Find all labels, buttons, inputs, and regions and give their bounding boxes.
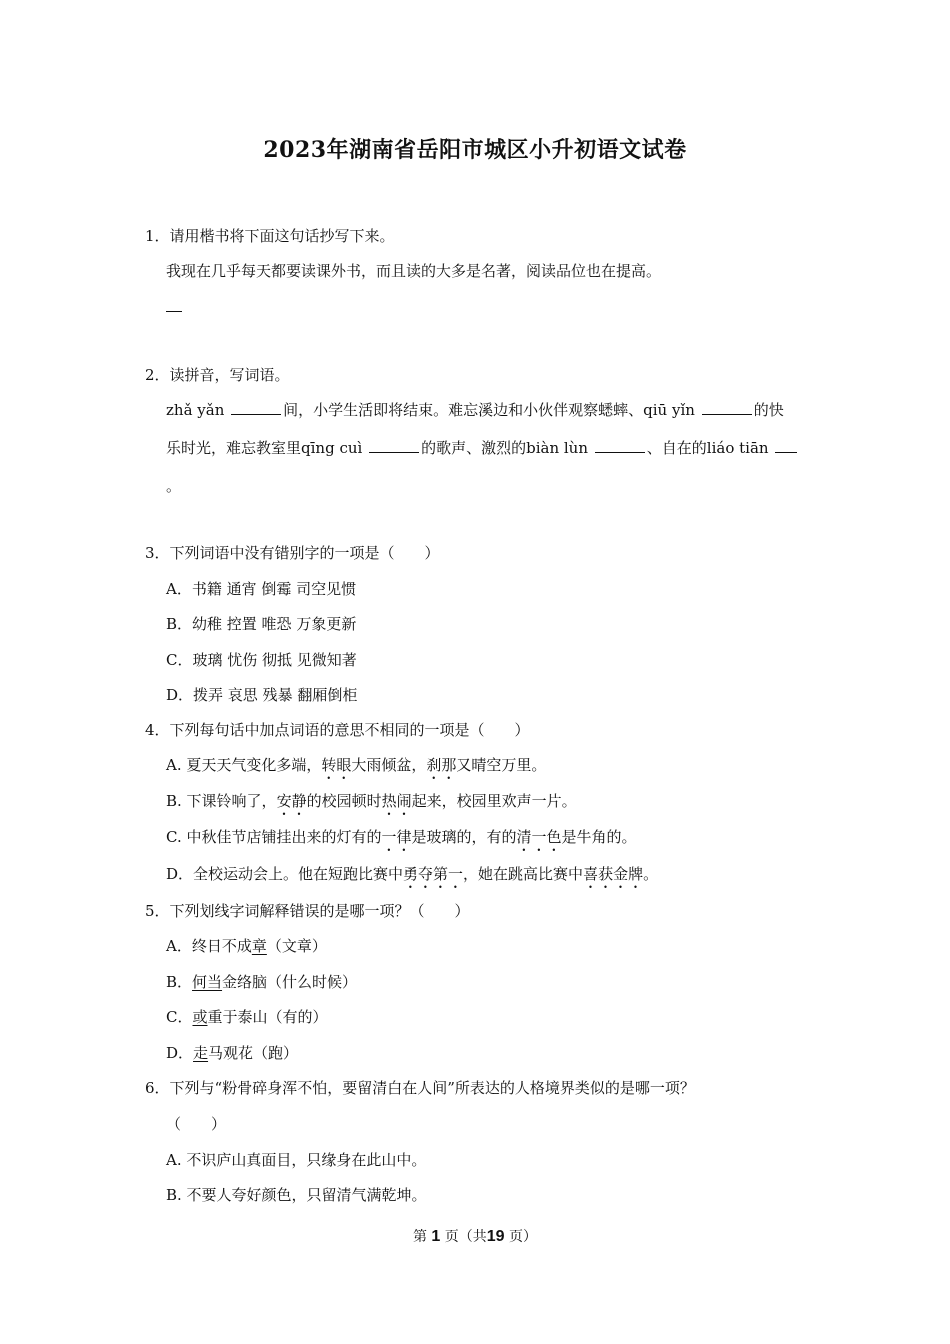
option-a[interactable]: A. 不识庐山真面目，只缘身在此山中。 xyxy=(166,1151,427,1169)
dotted-word: 一律 xyxy=(381,828,412,846)
passage-text: 间，小学生活即将结束。难忘溪边和小伙伴观察蟋蟀、 xyxy=(283,401,644,419)
answer-line xyxy=(166,311,182,312)
option-c[interactable] xyxy=(166,1007,328,1027)
dotted-word: 安静 xyxy=(276,792,307,810)
underlined-word: 章 xyxy=(251,937,267,955)
question-prompt: 下列划线字词解释错误的是哪一项？（ ） xyxy=(169,902,470,920)
option-text: 大雨倾盆， xyxy=(351,756,427,774)
question-3 xyxy=(145,543,440,563)
option-a[interactable] xyxy=(166,755,546,783)
option-text: 是牛角的。 xyxy=(561,828,637,846)
answer-blank[interactable] xyxy=(369,438,419,453)
question-number: 5． xyxy=(145,902,170,920)
page-title: 2023年湖南省岳阳市城区小升初语文试卷 xyxy=(263,137,687,163)
option-text: 是玻璃的，有的 xyxy=(411,828,517,846)
option-b[interactable] xyxy=(166,972,357,992)
option-text: B. 下课铃响了， xyxy=(166,792,277,810)
answer-paren: （ ） xyxy=(166,1115,227,1133)
question-6 xyxy=(145,1078,695,1098)
question-1 xyxy=(145,226,395,246)
question-prompt: 下列词语中没有错别字的一项是（ ） xyxy=(169,544,440,562)
question-number: 1． xyxy=(145,227,170,245)
question-prompt: 下列每句话中加点词语的意思不相同的一项是（ ） xyxy=(169,721,530,739)
underlined-word: 或 xyxy=(192,1008,208,1026)
option-text: 重于泰山（有的） xyxy=(207,1008,328,1026)
option-text: C． xyxy=(166,1008,193,1026)
option-text: A．终日不成 xyxy=(166,937,252,955)
total-pages: 19 xyxy=(486,1228,505,1245)
option-text: 。 xyxy=(643,865,659,883)
question-number: 6． xyxy=(145,1079,170,1097)
dotted-word: 转眼 xyxy=(321,756,352,774)
question-prompt: 下列与“粉骨碎身浑不怕，要留清白在人间”所表达的人格境界类似的是哪一项？ xyxy=(169,1079,695,1097)
pinyin: biàn lùn xyxy=(526,439,588,457)
option-text: A. 夏天天气变化多端， xyxy=(166,756,322,774)
answer-blank[interactable] xyxy=(231,400,281,415)
option-b[interactable] xyxy=(166,791,577,819)
question-4 xyxy=(145,720,530,740)
option-text: B． xyxy=(166,973,193,991)
footer-text: 第 xyxy=(412,1229,427,1245)
passage-text: 的快 xyxy=(753,401,784,419)
dotted-word: 刹那 xyxy=(426,756,457,774)
answer-blank[interactable] xyxy=(775,438,797,453)
copy-sentence: 我现在几乎每天都要读课外书，而且读的大多是名著，阅读品位也在提高。 xyxy=(166,262,662,280)
dotted-word: 清一色 xyxy=(516,828,562,846)
dotted-word: 热闹 xyxy=(381,792,412,810)
option-b[interactable]: B．幼稚 控置 唯恐 万象更新 xyxy=(166,615,357,633)
option-text: 金络脑（什么时候） xyxy=(222,973,358,991)
option-text: （文章） xyxy=(266,937,327,955)
passage-text: 乐时光，难忘教室里 xyxy=(166,439,302,457)
option-text: 又晴空万里。 xyxy=(456,756,547,774)
question-2 xyxy=(145,365,290,385)
option-c[interactable]: C．玻璃 忧伤 彻抵 见微知著 xyxy=(166,651,357,669)
option-text: 的校园顿时 xyxy=(306,792,382,810)
question-number: 3． xyxy=(145,544,170,562)
pinyin: zhǎ yǎn xyxy=(166,401,225,419)
question-number: 4． xyxy=(145,721,170,739)
dotted-word: 喜获金牌 xyxy=(583,865,644,883)
pinyin-line-2 xyxy=(166,438,799,458)
answer-blank[interactable] xyxy=(595,438,645,453)
option-text: ，她在跳高比赛中 xyxy=(463,865,584,883)
option-text: 马观花（跑） xyxy=(208,1044,299,1062)
page-footer xyxy=(0,1226,950,1246)
pinyin: liáo tiān xyxy=(706,439,769,457)
pinyin-line-1 xyxy=(166,400,784,420)
option-d[interactable] xyxy=(166,1043,298,1063)
question-prompt: 读拼音，写词语。 xyxy=(169,366,290,384)
option-text: D．全校运动会上。他在短跑比赛中 xyxy=(166,865,404,883)
underlined-word: 走 xyxy=(193,1044,209,1062)
footer-text: 页） xyxy=(509,1229,538,1245)
option-c[interactable] xyxy=(166,827,637,855)
option-d[interactable]: D．拨弄 哀思 残暴 翻厢倒柜 xyxy=(166,686,358,704)
dotted-word: 勇夺第一 xyxy=(403,865,464,883)
page-number: 1 xyxy=(431,1228,441,1245)
option-d[interactable] xyxy=(166,864,658,892)
option-b[interactable]: B. 不要人夸好颜色，只留清气满乾坤。 xyxy=(166,1186,427,1204)
underlined-word: 何当 xyxy=(192,973,223,991)
pinyin: qiū yǐn xyxy=(643,401,695,419)
pinyin: qīng cuì xyxy=(301,439,363,457)
passage-end: 。 xyxy=(166,477,182,495)
question-5 xyxy=(145,901,470,921)
option-text: C. 中秋佳节店铺挂出来的灯有的 xyxy=(166,828,382,846)
passage-text: 的歌声、激烈的 xyxy=(421,439,527,457)
answer-blank[interactable] xyxy=(702,400,752,415)
option-a[interactable]: A．书籍 通宵 倒霉 司空见惯 xyxy=(166,580,357,598)
passage-text: 、自在的 xyxy=(646,439,707,457)
question-prompt: 请用楷书将下面这句话抄写下来。 xyxy=(169,227,395,245)
option-a[interactable] xyxy=(166,936,327,956)
option-text: 起来，校园里欢声一片。 xyxy=(411,792,577,810)
question-number: 2． xyxy=(145,366,170,384)
option-text: D． xyxy=(166,1044,194,1062)
footer-text: 页（共 xyxy=(444,1229,487,1245)
